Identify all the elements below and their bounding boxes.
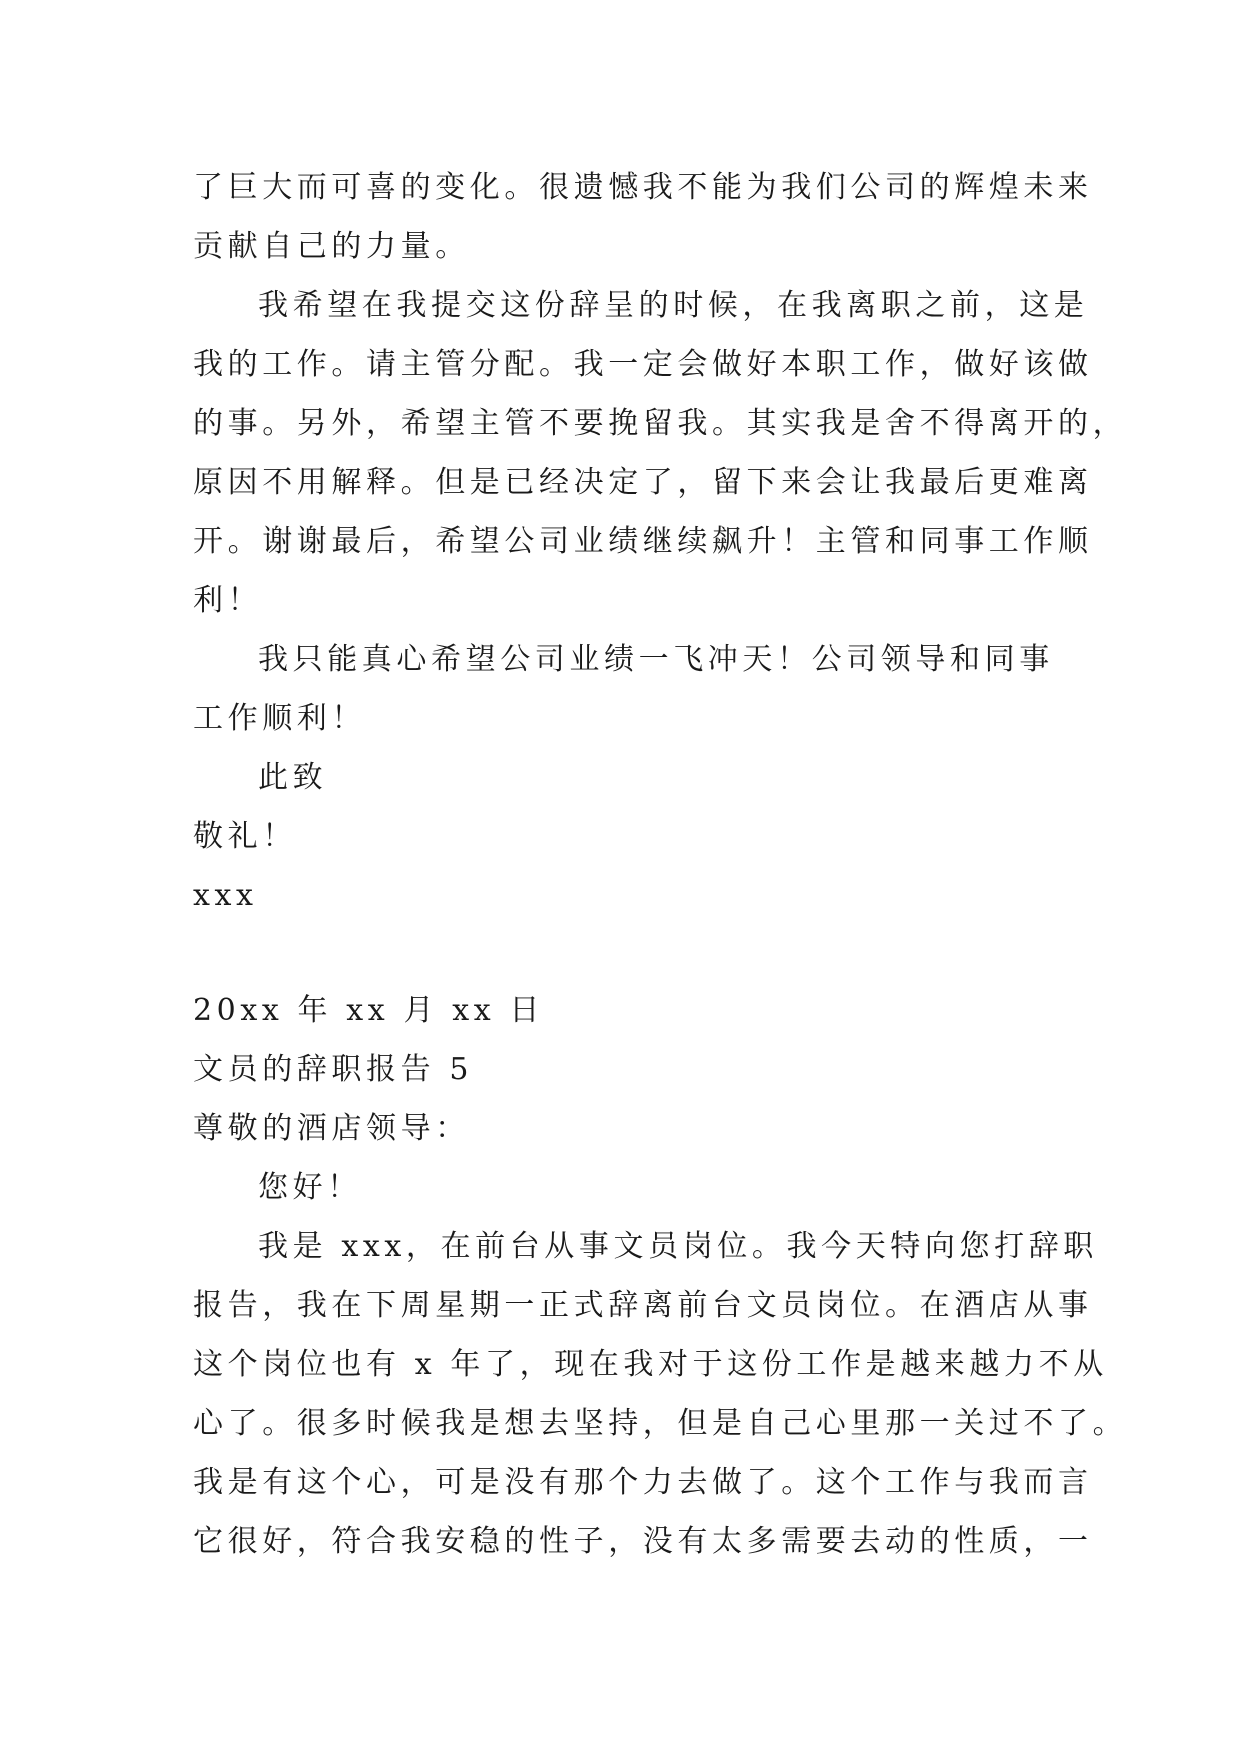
paragraph-line: 我只能真心希望公司业绩一飞冲天！公司领导和同事	[258, 642, 1054, 677]
letter-salutation: 尊敬的酒店领导：	[193, 1111, 470, 1146]
paragraph-line: 我希望在我提交这份辞呈的时候，在我离职之前，这是	[258, 288, 1089, 323]
text-line: 报告，我在下周星期一正式辞离前台文员岗位。在酒店从事	[193, 1288, 1093, 1323]
text-line: 这个岗位也有 x 年了，现在我对于这份工作是越来越力不从	[193, 1347, 1108, 1382]
text-line: 心了。很多时候我是想去坚持，但是自己心里那一关过不了。	[193, 1406, 1128, 1441]
blank-line	[193, 925, 1053, 981]
signature-name: xxx	[193, 878, 258, 913]
greeting: 您好！	[258, 1170, 362, 1205]
text-line: 利！	[193, 583, 263, 618]
closing-regards: 敬礼！	[193, 819, 297, 854]
text-line: 的事。另外，希望主管不要挽留我。其实我是舍不得离开的，	[193, 406, 1128, 441]
section-title: 文员的辞职报告 5	[193, 1052, 474, 1087]
signature-date: 20xx 年 xx 月 xx 日	[193, 993, 544, 1028]
text-line: 我是有这个心，可是没有那个力去做了。这个工作与我而言	[193, 1465, 1093, 1500]
paragraph-line: 我是 xxx，在前台从事文员岗位。我今天特向您打辞职	[258, 1229, 1098, 1264]
text-line: 原因不用解释。但是已经决定了，留下来会让我最后更难离	[193, 465, 1093, 500]
document-page	[193, 158, 1128, 1571]
text-line: 了巨大而可喜的变化。很遗憾我不能为我们公司的辉煌未来	[193, 170, 1093, 205]
text-line: 工作顺利！	[193, 701, 366, 736]
text-line: 贡献自己的力量。	[193, 229, 470, 264]
text-line: 开。谢谢最后，希望公司业绩继续飙升！主管和同事工作顺	[193, 524, 1093, 559]
closing-salutation: 此致	[258, 760, 328, 795]
text-line: 我的工作。请主管分配。我一定会做好本职工作，做好该做	[193, 347, 1093, 382]
text-line: 它很好，符合我安稳的性子，没有太多需要去动的性质，一	[193, 1524, 1093, 1559]
